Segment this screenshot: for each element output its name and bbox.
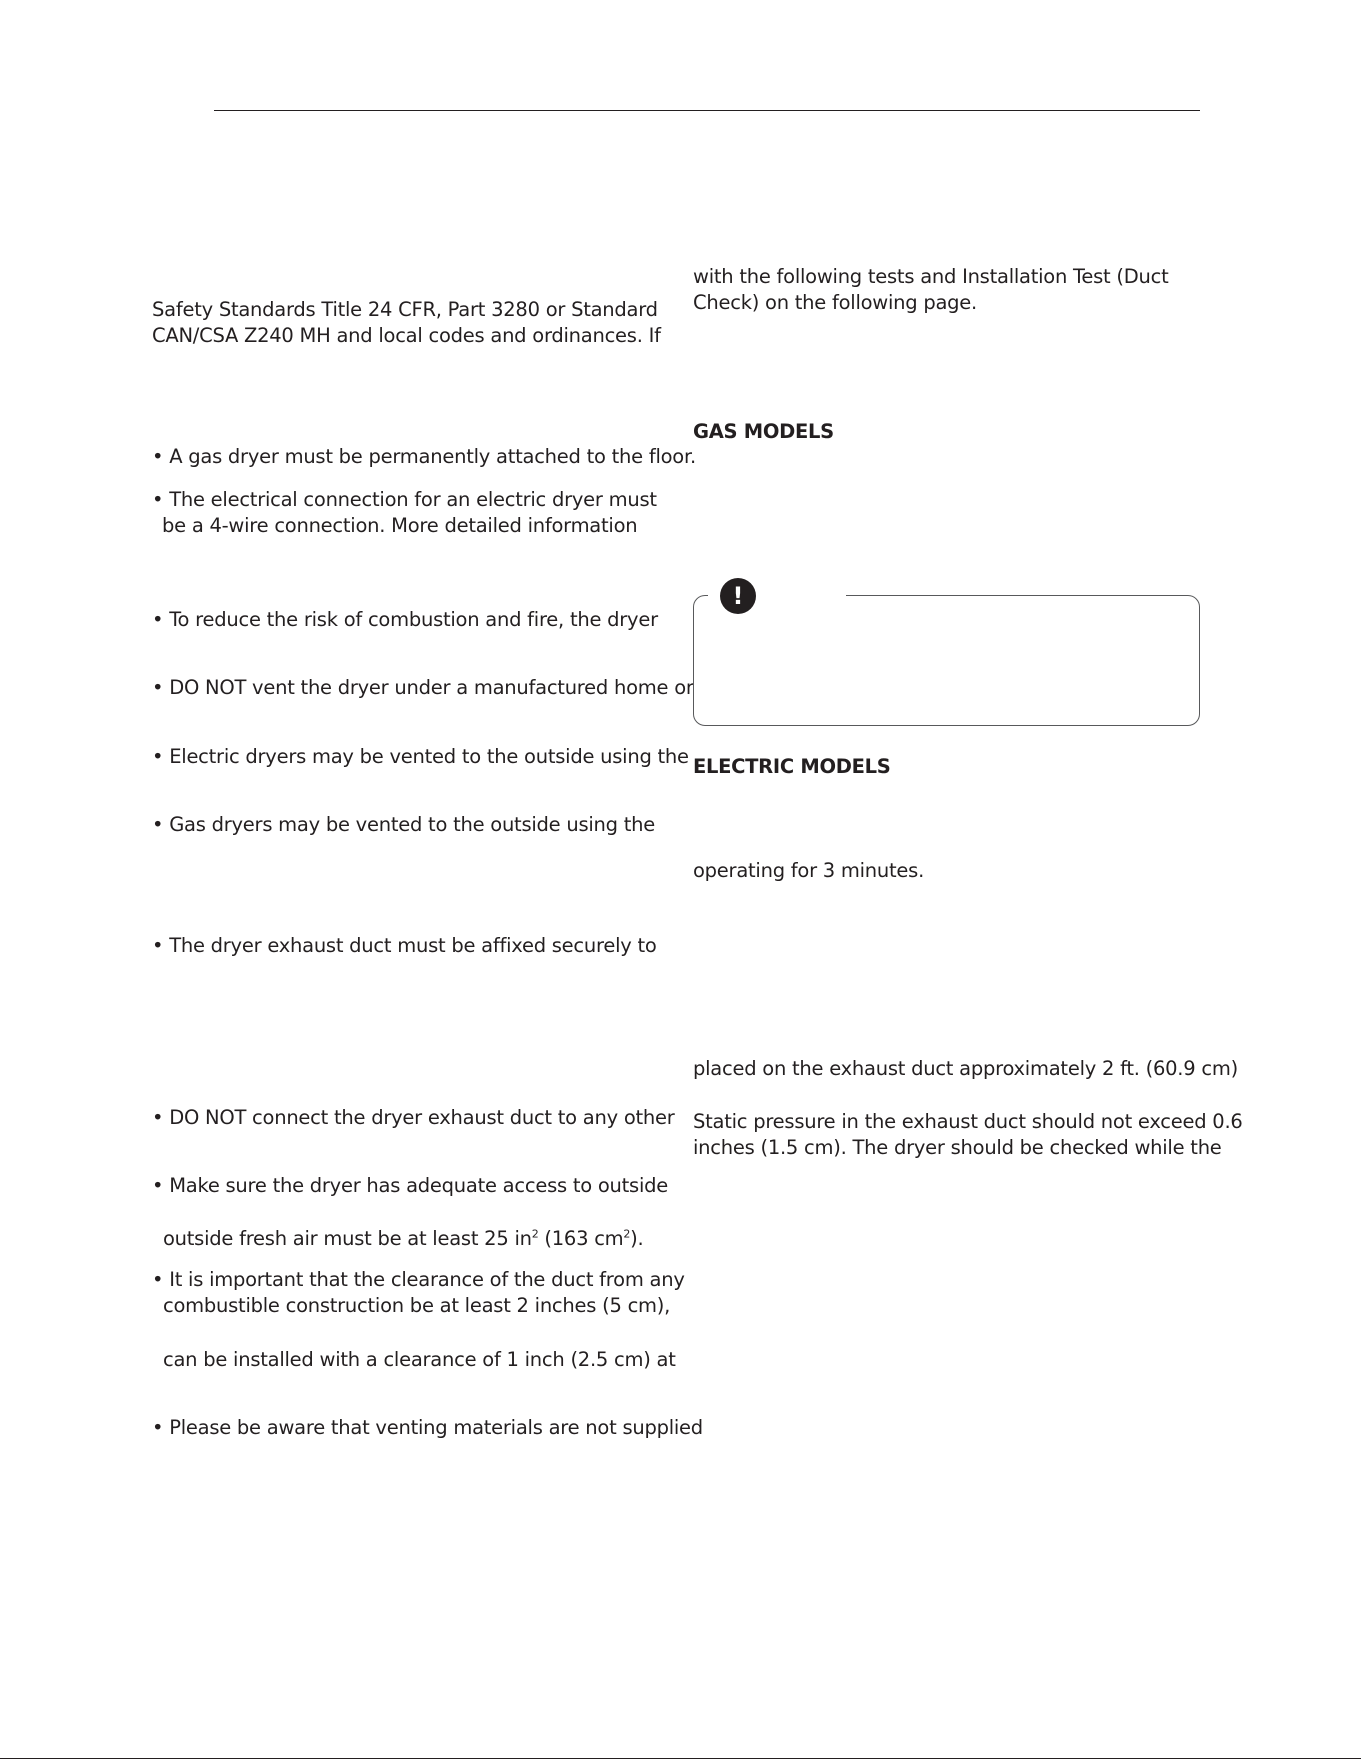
fresh-air-metric-superscript: 2 bbox=[623, 1227, 631, 1241]
operating-line: operating for 3 minutes. bbox=[693, 859, 925, 882]
header-rule bbox=[214, 110, 1200, 111]
bullet-electrical-connection-cont: be a 4-wire connection. More detailed information bbox=[162, 514, 638, 537]
exclamation-icon: ! bbox=[720, 578, 756, 614]
bullet-gas-floor: • A gas dryer must be permanently attached to the floor. bbox=[152, 445, 696, 468]
bullet-gas-vent: • Gas dryers may be vented to the outside using the bbox=[152, 813, 655, 836]
gas-models-heading: GAS MODELS bbox=[693, 420, 834, 443]
tests-line: with the following tests and Installation Test (Duct bbox=[693, 265, 1169, 288]
bullet-venting-materials: • Please be aware that venting materials are not supplied bbox=[152, 1416, 703, 1439]
fresh-air-metric: (163 cm bbox=[538, 1227, 624, 1250]
bullet-electric-vent: • Electric dryers may be vented to the outside using the bbox=[152, 745, 689, 768]
footer-rule bbox=[0, 1758, 1361, 1759]
bullet-do-not-connect: • DO NOT connect the dryer exhaust duct to any other bbox=[152, 1106, 675, 1129]
bullet-clearance-cont: combustible construction be at least 2 inches (5 cm), bbox=[163, 1294, 671, 1317]
safety-standards-line: Safety Standards Title 24 CFR, Part 3280 or Standard bbox=[152, 298, 658, 321]
fresh-air-end: ). bbox=[630, 1227, 644, 1250]
bullet-electrical-connection: • The electrical connection for an electric dryer must bbox=[152, 488, 657, 511]
note-box bbox=[693, 595, 1200, 726]
bullet-do-not-vent: • DO NOT vent the dryer under a manufactured home or bbox=[152, 676, 694, 699]
bullet-clearance: • It is important that the clearance of the duct from any bbox=[152, 1268, 685, 1291]
placed-line: placed on the exhaust duct approximately 2 ft. (60.9 cm) bbox=[693, 1057, 1238, 1080]
can-csa-line: CAN/CSA Z240 MH and local codes and ordinances. If bbox=[152, 324, 661, 347]
bullet-exhaust-affixed: • The dryer exhaust duct must be affixed securely to bbox=[152, 934, 657, 957]
bullet-fresh-air: • Make sure the dryer has adequate access to outside bbox=[152, 1174, 669, 1197]
fresh-air-text: outside fresh air must be at least 25 in bbox=[163, 1227, 532, 1250]
check-line: Check) on the following page. bbox=[693, 291, 977, 314]
electric-models-heading: ELECTRIC MODELS bbox=[693, 755, 891, 778]
static-pressure-line: Static pressure in the exhaust duct should not exceed 0.6 bbox=[693, 1110, 1243, 1133]
bullet-combustion: • To reduce the risk of combustion and fire, the dryer bbox=[152, 608, 658, 631]
clearance-1-inch: can be installed with a clearance of 1 inch (2.5 cm) at bbox=[163, 1348, 676, 1371]
static-pressure-line-cont: inches (1.5 cm). The dryer should be checked while the bbox=[693, 1136, 1222, 1159]
fresh-air-requirement bbox=[163, 1226, 643, 1252]
fresh-air-superscript: 2 bbox=[531, 1227, 539, 1241]
